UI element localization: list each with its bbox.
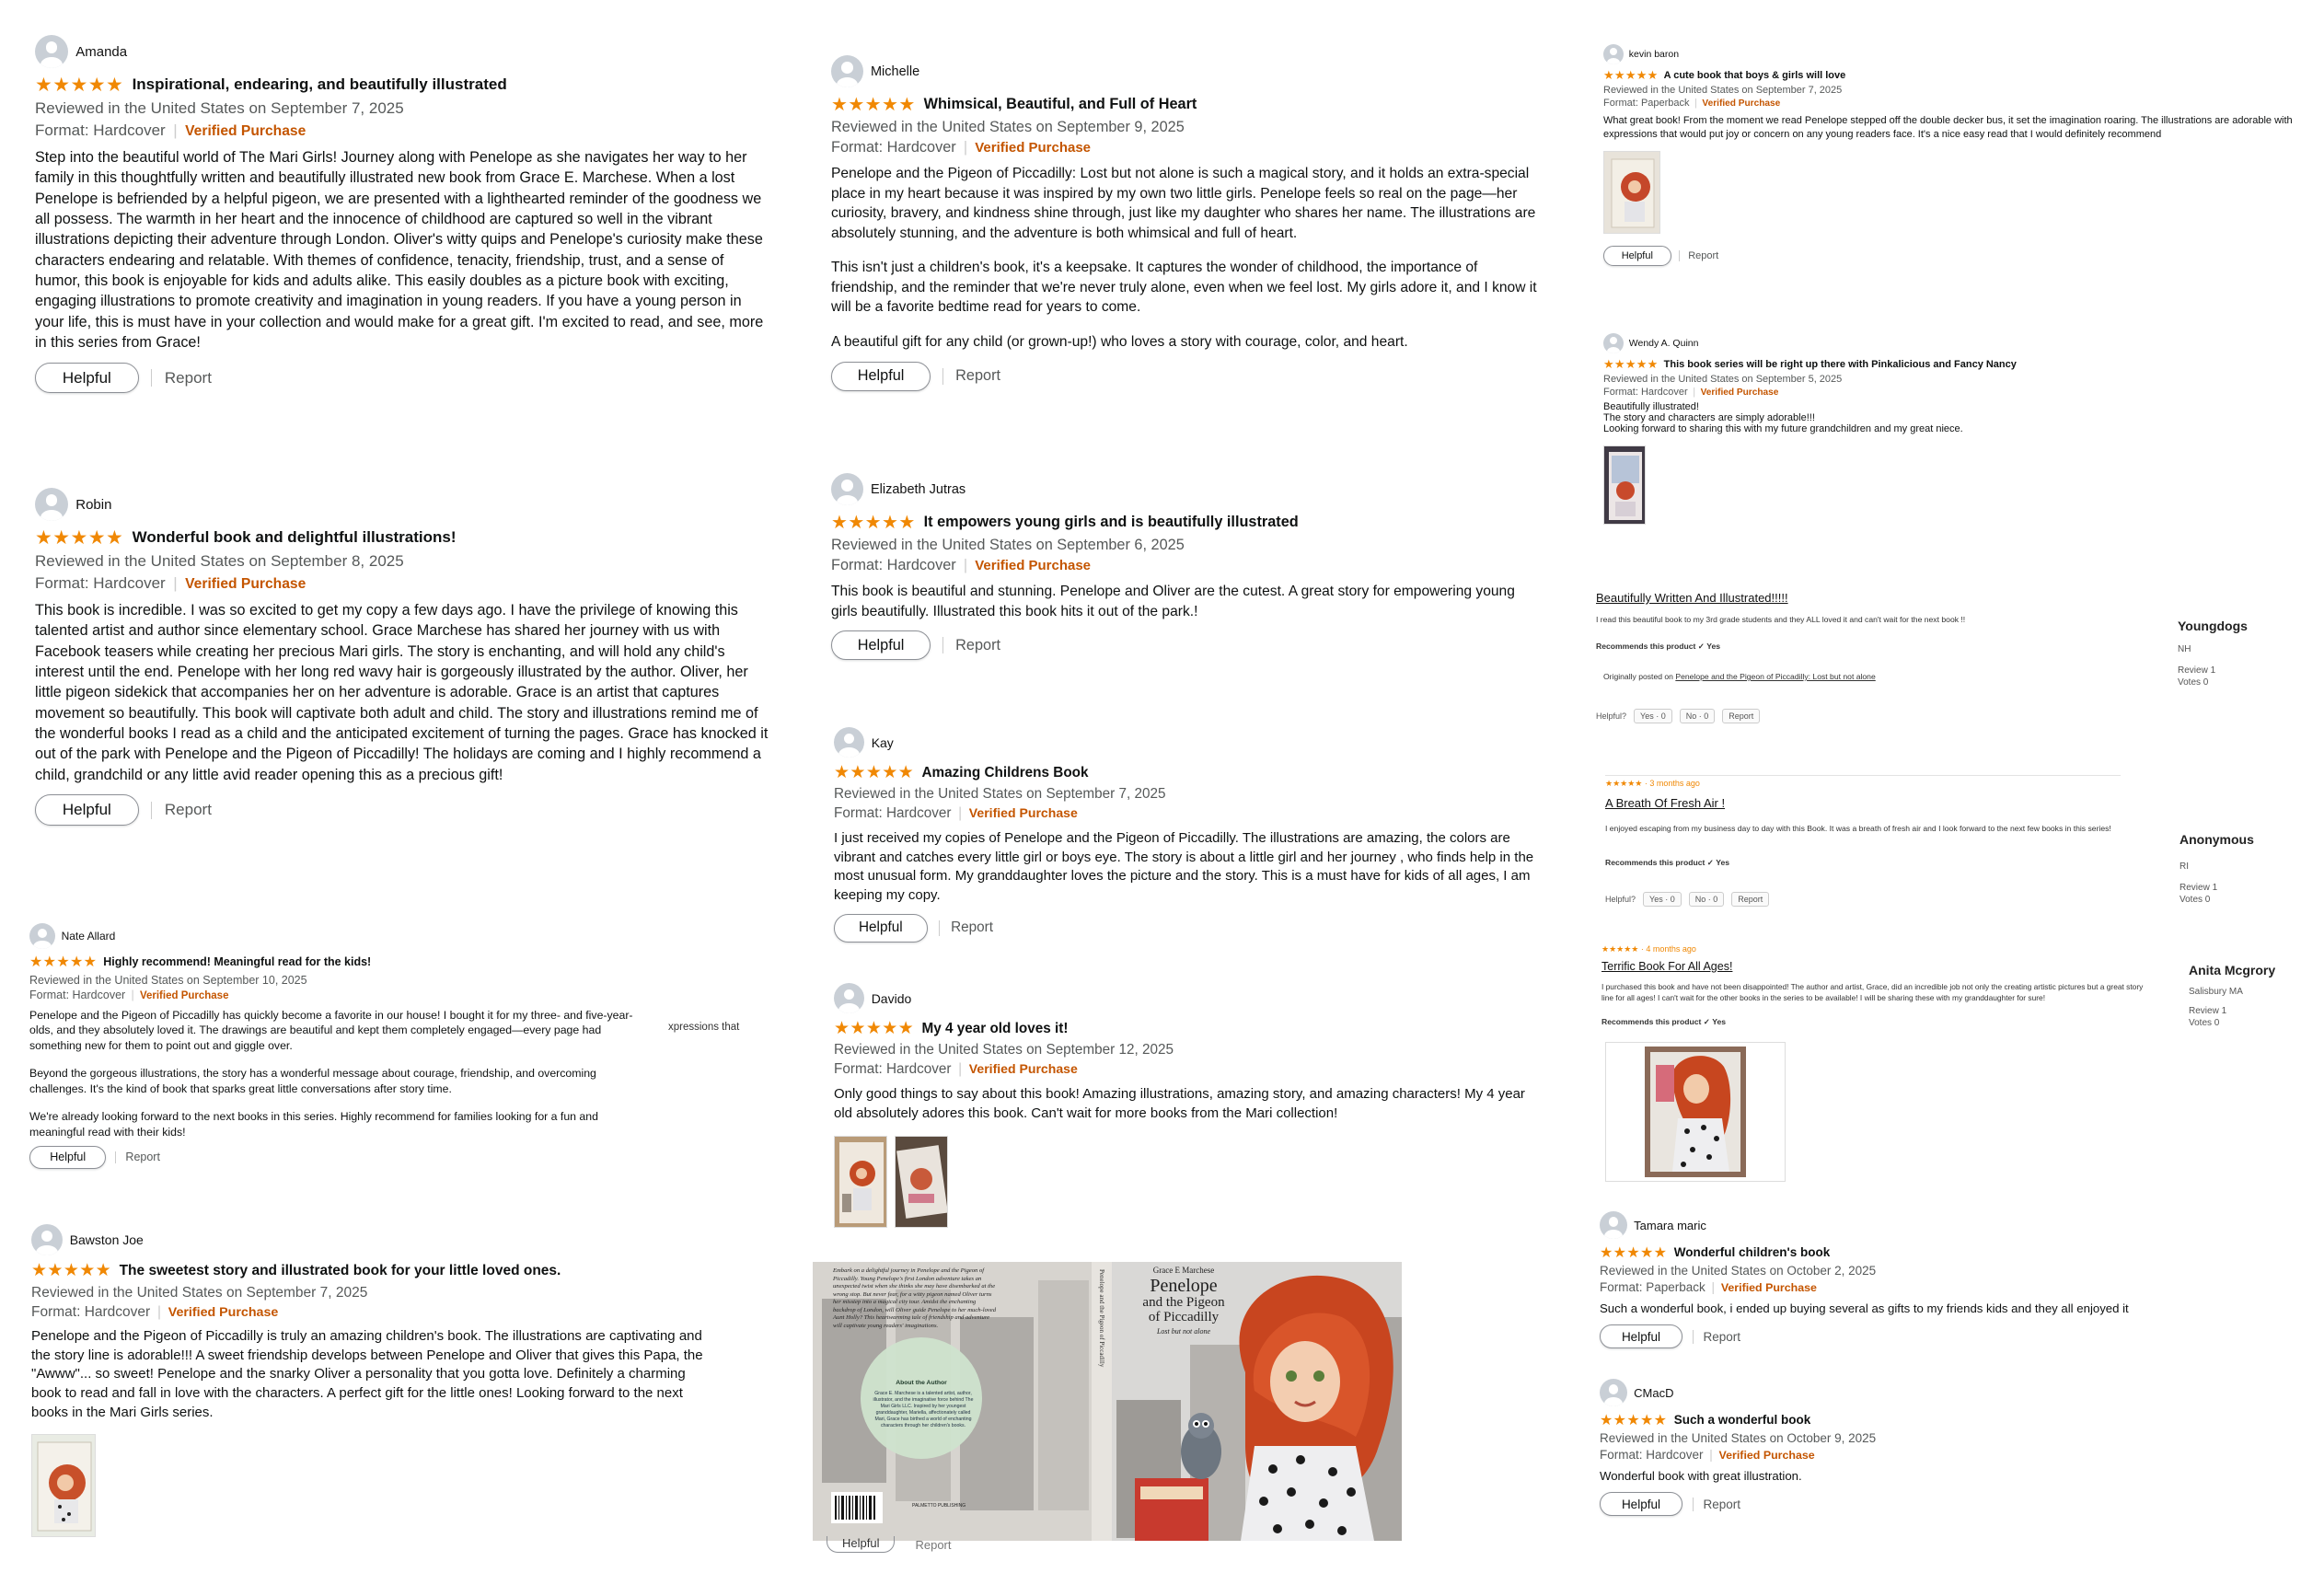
review-body xyxy=(831,582,1544,621)
format-row: Format: Hardcover | Verified Purchase xyxy=(35,121,306,139)
review-wendy-quinn xyxy=(1603,333,2248,527)
sidebar-name[interactable]: Anonymous xyxy=(2180,832,2254,847)
review-paragraph: Such a wonderful book, i ended up buying several as gifts to my friends kids and they all enjoyed it xyxy=(1600,1301,2129,1315)
divider xyxy=(1605,775,2121,776)
verified-badge: Verified Purchase xyxy=(975,140,1091,156)
reviewer-name: Bawston Joe xyxy=(69,1232,144,1247)
cover-title-line: and the Pigeon xyxy=(1142,1295,1225,1310)
community-review-title[interactable]: A Breath Of Fresh Air ! xyxy=(1605,796,1726,810)
sidebar-review-count: Review 1 xyxy=(2189,1006,2227,1016)
originally-posted-prefix: Originally posted on xyxy=(1603,672,1673,682)
sidebar-location: Salisbury MA xyxy=(2189,987,2243,997)
verified-badge: Verified Purchase xyxy=(1702,98,1781,110)
reviewer-name: Davido xyxy=(871,990,912,1006)
helpful-button[interactable]: Helpful xyxy=(831,362,931,391)
review-body xyxy=(35,147,771,353)
vote-yes-button[interactable]: Yes · 0 xyxy=(1643,892,1682,907)
report-link[interactable]: Report xyxy=(915,1537,952,1552)
format-label[interactable]: Format: Hardcover xyxy=(834,805,952,822)
review-body xyxy=(834,829,1547,906)
verified-badge: Verified Purchase xyxy=(168,1304,279,1320)
cover-about-text: Grace E. Marchese is a talented artist, author, illustrator, and the imaginative force behind The Mari Girls LLC. Inspired by her youngest granddaughter, Mariella, affectionately called Mari, Grace has birthed a world of enchanting characters through her children's books. xyxy=(873,1391,974,1429)
review-davido xyxy=(834,983,1547,1228)
review-date: Reviewed in the United States on September 9, 2025 xyxy=(831,118,1185,135)
report-link[interactable]: Report xyxy=(1688,249,1719,261)
product-link[interactable]: Penelope and the Pigeon of Piccadilly: Lost but not alone xyxy=(1675,672,1876,682)
star-rating: ★★★★★ xyxy=(1603,356,1659,371)
review-bawston-joe xyxy=(31,1224,703,1542)
review-date: Reviewed in the United States on October 2, 2025 xyxy=(1600,1264,1877,1278)
format-row: Format: Hardcover | Verified Purchase xyxy=(831,139,1091,156)
review-tamara-maric xyxy=(1600,1211,2290,1348)
report-link[interactable]: Report xyxy=(164,801,212,819)
review-title[interactable]: It empowers young girls and is beautifully illustrated xyxy=(923,513,1299,530)
review-kevin-baron xyxy=(1603,44,2294,266)
format-label[interactable]: Format: Hardcover xyxy=(831,139,956,156)
review-photo-thumbnail[interactable] xyxy=(1603,151,1660,234)
stray-text-fragment: xpressions that xyxy=(668,1022,740,1033)
review-nate-allard xyxy=(29,923,637,1169)
reviewer-name: Tamara maric xyxy=(1634,1218,1706,1232)
cover-title-line: of Piccadilly xyxy=(1148,1309,1220,1324)
format-row: Format: Hardcover | Verified Purchase xyxy=(29,989,229,1002)
review-date: Reviewed in the United States on September 10, 2025 xyxy=(29,973,307,987)
format-label[interactable]: Format: Paperback xyxy=(1603,98,1690,110)
avatar xyxy=(31,1224,63,1255)
review-photo-thumbnail[interactable] xyxy=(1605,1042,1786,1182)
recommends-line: Recommends this product ✓ Yes xyxy=(1596,642,1721,652)
community-review-title[interactable]: Terrific Book For All Ages! xyxy=(1601,960,1733,973)
review-elizabeth-jutras xyxy=(831,473,1544,660)
star-rating: ★★★★★ xyxy=(31,1261,112,1281)
star-rating: ★★★★★ xyxy=(1600,1412,1668,1428)
avatar xyxy=(35,35,68,68)
review-paragraph: This isn't just a children's book, it's a keepsake. It captures the wonder of childhood, the importance of friendship, and the reminder that we're never truly alone, even when we feel lost. My girls adore it, and I know it will be a favorite bedtime read for years to come. xyxy=(831,260,1537,316)
star-rating: ★★★★★ xyxy=(1603,67,1659,82)
cover-spine-title: Penelope and the Pigeon of Piccadilly xyxy=(1098,1269,1105,1368)
review-paragraph: Penelope and the Pigeon of Piccadilly is truly an amazing children's book. The illustrations are captivating and the story line is adorable!!! A sweet friendship develops between Penelope and Oliver that gives this Papa, the "Awww"... so sweet! Penelope and the snarky Oliver a personality that you gotta love. Definitely a charming book to read and fall in love with the characters. A perfect gift for the little ones! Looking forward to the next books in the Mari Girls series. xyxy=(31,1328,703,1420)
review-paragraph: Penelope and the Pigeon of Piccadilly: Lost but not alone is such a magical story, and it holds an extra-special place in my heart because it was inspired by my own two little girls. Penelope feels so real on the page—her curiosity, bravery, and kindness shine through, just like my daughter who shares her name. The illustrations are absolutely stunning, and the adventure is both whimsical and full of heart. xyxy=(831,166,1536,241)
reviewer-name: CMacD xyxy=(1634,1385,1674,1400)
review-body xyxy=(1600,1301,2290,1317)
originally-posted xyxy=(1596,672,2157,681)
review-title[interactable]: My 4 year old loves it! xyxy=(921,1020,1069,1036)
helpful-button[interactable]: Helpful xyxy=(831,630,931,660)
verified-badge: Verified Purchase xyxy=(1718,1449,1815,1463)
review-paragraph: This book is beautiful and stunning. Penelope and Oliver are the cutest. A great story for empowering young girls beautifully. Illustrated this book hits it out of the park.! xyxy=(831,584,1515,619)
star-rating: ★★★★★ xyxy=(1600,1244,1668,1261)
review-photo xyxy=(1604,152,1660,234)
vote-yes-button[interactable]: Yes · 0 xyxy=(1634,709,1672,723)
helpful-button[interactable]: Helpful xyxy=(1600,1492,1682,1516)
recommends-line: Recommends this product ✓ Yes xyxy=(1601,1016,1727,1026)
review-photo-thumbnail[interactable] xyxy=(895,1136,948,1228)
vote-no-button[interactable]: No · 0 xyxy=(1680,709,1716,723)
report-link[interactable]: Report xyxy=(164,368,212,387)
format-row: Format: Paperback | Verified Purchase xyxy=(1600,1280,1817,1295)
reviewer-sidebar xyxy=(2189,963,2275,1028)
cut-off-actions xyxy=(827,1535,952,1554)
helpful-question: Helpful? xyxy=(1596,711,1627,722)
avatar xyxy=(831,473,863,505)
star-rating: ★★★★★ xyxy=(831,94,916,115)
review-paragraph: Only good things to say about this book! Amazing illustrations, amazing story, and amazing characters! My 4 year old absolutely adores this book. Can't wait for more books from the Mari collection! xyxy=(834,1085,1525,1121)
helpful-button[interactable]: Helpful xyxy=(35,363,139,394)
verified-badge: Verified Purchase xyxy=(968,805,1078,821)
community-review-text: I purchased this book and have not been disappointed! The author and artist, Grace, did an incredible job not only the creating artistic pictures but a great story line for all ages! I can't wait for the other books in the series to be available! I will be sharing these with my granddaughter for sure! xyxy=(1601,982,2144,1002)
reviewer-name: Robin xyxy=(75,496,112,513)
helpful-button[interactable]: Helpful xyxy=(35,794,139,826)
review-cmacd xyxy=(1600,1379,2290,1516)
community-review-text: I read this beautiful book to my 3rd grade students and they ALL loved it and can't wait for the next book !! xyxy=(1596,615,1966,624)
report-link[interactable]: Report xyxy=(955,636,1001,653)
reviewer-name: Nate Allard xyxy=(61,930,116,943)
review-title[interactable]: Amazing Childrens Book xyxy=(921,764,1089,781)
reviewer-name: Kay xyxy=(871,734,894,750)
review-kay xyxy=(834,727,1547,943)
cover-author: Grace E Marchese xyxy=(1152,1266,1215,1275)
avatar xyxy=(834,727,864,758)
avatar xyxy=(1603,44,1624,64)
review-line: Looking forward to sharing this with my future grandchildren and my great niece. xyxy=(1603,423,1963,435)
helpful-question: Helpful? xyxy=(1605,895,1636,905)
verified-badge: Verified Purchase xyxy=(185,122,306,139)
review-date: Reviewed in the United States on September 7, 2025 xyxy=(834,786,1166,803)
helpful-button[interactable]: Helpful xyxy=(1600,1324,1682,1348)
review-photo xyxy=(32,1435,96,1537)
review-title[interactable]: Such a wonderful book xyxy=(1673,1413,1811,1428)
helpful-button[interactable]: Helpful xyxy=(1603,246,1671,266)
review-paragraph: We're already looking forward to the next books in this series. Highly recommend for families looking for a fun and meaningful read with their kids! xyxy=(29,1110,598,1139)
helpful-button[interactable]: Helpful xyxy=(29,1146,106,1169)
format-row: Format: Hardcover | Verified Purchase xyxy=(834,1061,1078,1078)
cover-blurb: Embark on a delightful journey in Penelope and the Pigeon of Piccadilly. Young Penelope's first London adventure takes an unexpected twist when she thinks she may have disembarked at the wrong stop. But never fear, for a witty pigeon named Oliver turns her misstep into a magical city tour. Amidst the enchanting backdrop of London, will Oliver guide Penelope to her much-loved Aunt Holly? This heartwarming tale of friendship and adventure will captivate young readers' imaginations. xyxy=(833,1267,997,1329)
review-line: Beautifully illustrated! xyxy=(1603,401,1699,413)
avatar xyxy=(1600,1211,1627,1239)
review-body xyxy=(831,164,1544,353)
report-link[interactable]: Report xyxy=(951,919,994,936)
review-date: Reviewed in the United States on September 7, 2025 xyxy=(35,99,404,118)
review-title[interactable]: A cute book that boys & girls will love xyxy=(1663,69,1846,81)
review-photo-thumbnail[interactable] xyxy=(834,1136,887,1228)
format-row: Format: Hardcover | Verified Purchase xyxy=(831,557,1091,574)
vote-row xyxy=(1596,709,2157,723)
star-rating: ★★★★★ xyxy=(35,74,124,96)
format-label[interactable]: Format: Hardcover xyxy=(1600,1448,1704,1463)
report-button[interactable]: Report xyxy=(1722,709,1760,723)
review-date: Reviewed in the United States on October 9, 2025 xyxy=(1600,1431,1877,1446)
sidebar-name[interactable]: Youngdogs xyxy=(2178,619,2248,633)
review-body xyxy=(834,1085,1547,1123)
report-link[interactable]: Report xyxy=(125,1151,160,1164)
sidebar-name[interactable]: Anita Mcgrory xyxy=(2189,963,2276,977)
review-date: Reviewed in the United States on September 7, 2025 xyxy=(31,1284,368,1301)
stars-and-age: ★★★★★ · 4 months ago xyxy=(1601,944,1696,954)
reviewer-name: Elizabeth Jutras xyxy=(870,481,966,497)
sidebar-location: NH xyxy=(2178,644,2191,654)
format-row: Format: Hardcover | Verified Purchase xyxy=(31,1303,279,1320)
review-body xyxy=(31,1327,703,1422)
review-body xyxy=(1600,1468,2290,1485)
review-paragraph: Penelope and the Pigeon of Piccadilly has quickly become a favorite in our house! I bought it for my three- and five-year-olds, and they absolutely loved it. The drawings are beautiful and kept them completely engaged—every page had something new for them to point out and giggle over. xyxy=(29,1008,633,1053)
reviewer-name: Wendy A. Quinn xyxy=(1628,338,1699,349)
review-date: Reviewed in the United States on September 8, 2025 xyxy=(35,552,404,571)
sidebar-votes: Votes 0 xyxy=(2178,677,2209,688)
format-label[interactable]: Format: Hardcover xyxy=(831,557,956,574)
format-label[interactable]: Format: Hardcover xyxy=(1603,387,1688,399)
helpful-button[interactable]: Helpful xyxy=(827,1536,895,1553)
reviewer-name: kevin baron xyxy=(1628,49,1680,60)
cover-title xyxy=(1124,1277,1243,1336)
helpful-button[interactable]: Helpful xyxy=(834,914,928,943)
format-label[interactable]: Format: Hardcover xyxy=(834,1061,952,1078)
sidebar-votes: Votes 0 xyxy=(2180,895,2211,905)
review-body xyxy=(35,600,771,785)
review-body xyxy=(1603,401,2248,434)
verified-badge: Verified Purchase xyxy=(185,575,306,592)
format-row: Format: Hardcover | Verified Purchase xyxy=(834,805,1078,822)
vote-row xyxy=(1605,892,2167,907)
vote-no-button[interactable]: No · 0 xyxy=(1689,892,1725,907)
verified-badge: Verified Purchase xyxy=(1720,1281,1817,1295)
review-body xyxy=(1603,114,2294,142)
review-robin xyxy=(35,488,771,826)
review-date: Reviewed in the United States on September 12, 2025 xyxy=(834,1042,1174,1058)
avatar xyxy=(1603,333,1624,353)
sidebar-review-count: Review 1 xyxy=(2178,665,2216,676)
review-title[interactable]: Inspirational, endearing, and beautifully illustrated xyxy=(132,75,507,94)
star-rating: ★★★★★ xyxy=(35,526,124,549)
reviewer xyxy=(35,35,771,68)
star-rating: ★★★★★ xyxy=(29,954,98,971)
review-photo xyxy=(1604,446,1646,525)
review-date: Reviewed in the United States on September 5, 2025 xyxy=(1603,374,1843,386)
stars-and-age: ★★★★★ · 3 months ago xyxy=(1605,779,1700,788)
review-photo xyxy=(896,1137,948,1228)
avatar xyxy=(35,488,68,521)
format-label[interactable]: Format: Paperback xyxy=(1600,1280,1706,1295)
review-body xyxy=(29,1008,637,1141)
report-link[interactable]: Report xyxy=(1703,1497,1741,1511)
cover-subtitle: Lost but not alone xyxy=(1156,1326,1210,1336)
review-paragraph: Wonderful book with great illustration. xyxy=(1600,1468,1802,1483)
community-review xyxy=(1596,591,2157,723)
reviewer-sidebar xyxy=(2178,619,2248,688)
avatar xyxy=(831,55,863,87)
report-link[interactable]: Report xyxy=(1703,1329,1741,1344)
verified-badge: Verified Purchase xyxy=(139,990,229,1002)
review-paragraph: This book is incredible. I was so excited to get my copy a few days ago. I have the privilege of knowing this talented artist and author since elementary school. Grace Marchese has shared her journey with us with Facebook teasers while creating her precious Mari girls. The story is enchanting, and will hold any child's interest until the end. Penelope with her long red wavy hair is gorgeously illustrated by the author. Oliver, her little pigeon sidekick that accompanies her on her adventure is adorable. Grace is an artist that captures movement so beautifully. This book will captivate both adult and child. The story and illustrations remind me of the wonderful books I read as a child and the anticipated excitement of turning the pages. Grace has knocked it out of the park with Penelope and the Pigeon of Piccadilly! The holidays are coming and I highly recommend a child, grandchild or any little avid reader opening this as a precious gift! xyxy=(35,601,769,783)
review-title[interactable]: Highly recommend! Meaningful read for the kids! xyxy=(103,955,372,969)
review-photo xyxy=(1645,1047,1746,1177)
reviewer-name: Michelle xyxy=(870,64,920,79)
community-review-text: I enjoyed escaping from my business day to day with this Book. It was a breath of fresh air and I look forward to the next few books in this series! xyxy=(1605,824,2111,833)
review-title[interactable]: The sweetest story and illustrated book for your little loved ones. xyxy=(119,1262,561,1278)
sidebar-review-count: Review 1 xyxy=(2180,883,2218,893)
verified-badge: Verified Purchase xyxy=(975,558,1091,574)
format-row: Format: Paperback | Verified Purchase xyxy=(1603,98,1781,110)
cover-publisher: PALMETTO PUBLISHING xyxy=(912,1503,966,1509)
review-paragraph: What great book! From the moment we read Penelope stepped off the double decker bus, it set the imagination roaring. The illustrations are adorable with expressions that would put joy or concern on any young readers face. It's a nice easy read that I would definitely recommend xyxy=(1603,114,2293,140)
star-rating: ★★★★★ xyxy=(831,512,916,533)
community-review xyxy=(1601,944,2154,1182)
review-date: Reviewed in the United States on September 6, 2025 xyxy=(831,536,1185,553)
review-title[interactable]: Whimsical, Beautiful, and Full of Heart xyxy=(923,95,1197,112)
review-photo-thumbnail[interactable] xyxy=(1603,445,1646,525)
review-paragraph: I just received my copies of Penelope and the Pigeon of Piccadilly. The illustrations are amazing, the colors are vibrant and catches every little girl or boys eye. The story is about a little girl and her journey , who finds help in the most unusual form. My granddaughter loves the picture and the story. This is a must have for kids of all ages, I am keeping my copy. xyxy=(834,829,1534,903)
format-row: Format: Hardcover | Verified Purchase xyxy=(35,573,306,592)
cover-title-line: Penelope xyxy=(1150,1276,1218,1296)
review-paragraph: Step into the beautiful world of The Mari Girls! Journey along with Penelope as she navigates her way to her family in this thoughtfully written and beautifully illustrated new book from Grace E. Marchese. When a lost Penelope is befriended by a helpful pigeon, we are presented with a lighthearted reminder of the goodness we all possess. The warmth in her heart and the innocence of childhood are captured so well in the vibrant illustrations depicting their adventure through London. Oliver's witty quips and Penelope's curiosity make these characters endearing and relatable. With themes of confidence, tenacity, friendship, trust, and a sense of humor, this book is enjoyable for kids and adults alike. This easily doubles as a picture book with exciting, engaging illustrations to promote creativity and imagination in young readers. If you have a young person in your life, this is must have in your collection and would make for a great gift. I'm excited to read, and see, more in this series from Grace! xyxy=(35,148,764,352)
cover-about-heading: About the Author xyxy=(896,1380,947,1386)
avatar xyxy=(1600,1379,1627,1406)
review-date: Reviewed in the United States on September 7, 2025 xyxy=(1603,85,1843,97)
review-line: The story and characters are simply adorable!!! xyxy=(1603,412,1815,424)
format-label[interactable]: Format: Hardcover xyxy=(35,121,166,139)
review-michelle xyxy=(831,55,1544,391)
report-link[interactable]: Report xyxy=(955,367,1001,385)
format-row: Format: Hardcover | Verified Purchase xyxy=(1600,1448,1815,1463)
book-cover-image xyxy=(813,1262,1402,1541)
review-title[interactable]: This book series will be right up there with Pinkalicious and Fancy Nancy xyxy=(1663,358,2017,370)
star-rating: ★★★★★ xyxy=(834,1019,915,1039)
reviewer-sidebar xyxy=(2180,832,2254,905)
format-row: Format: Hardcover | Verified Purchase xyxy=(1603,387,1779,399)
community-review-title[interactable]: Beautifully Written And Illustrated!!!!! xyxy=(1596,591,1788,605)
star-rating: ★★★★★ xyxy=(834,763,915,783)
avatar xyxy=(29,923,55,949)
review-photo xyxy=(835,1137,887,1228)
reviewer-name: Amanda xyxy=(75,43,128,60)
review-paragraph: Beyond the gorgeous illustrations, the story has a wonderful message about courage, friendship, and overcoming challenges. It's the kind of book that sparks great little conversations after story time. xyxy=(29,1067,596,1096)
avatar xyxy=(834,983,864,1013)
verified-badge: Verified Purchase xyxy=(968,1061,1078,1077)
sidebar-location: RI xyxy=(2180,862,2189,872)
review-photo-thumbnail[interactable] xyxy=(31,1434,96,1537)
community-review xyxy=(1605,779,2167,907)
review-amanda xyxy=(35,35,771,393)
verified-badge: Verified Purchase xyxy=(1700,387,1779,399)
format-label[interactable]: Format: Hardcover xyxy=(31,1303,151,1320)
review-title[interactable]: Wonderful children's book xyxy=(1673,1245,1831,1260)
format-label[interactable]: Format: Hardcover xyxy=(35,573,166,592)
report-button[interactable]: Report xyxy=(1731,892,1769,907)
format-label[interactable]: Format: Hardcover xyxy=(29,989,126,1002)
sidebar-votes: Votes 0 xyxy=(2189,1018,2220,1028)
review-title[interactable]: Wonderful book and delightful illustrations! xyxy=(132,528,457,547)
recommends-line: Recommends this product ✓ Yes xyxy=(1605,858,1730,868)
review-paragraph: A beautiful gift for any child (or grown-up!) who loves a story with courage, color, and heart. xyxy=(831,334,1408,351)
